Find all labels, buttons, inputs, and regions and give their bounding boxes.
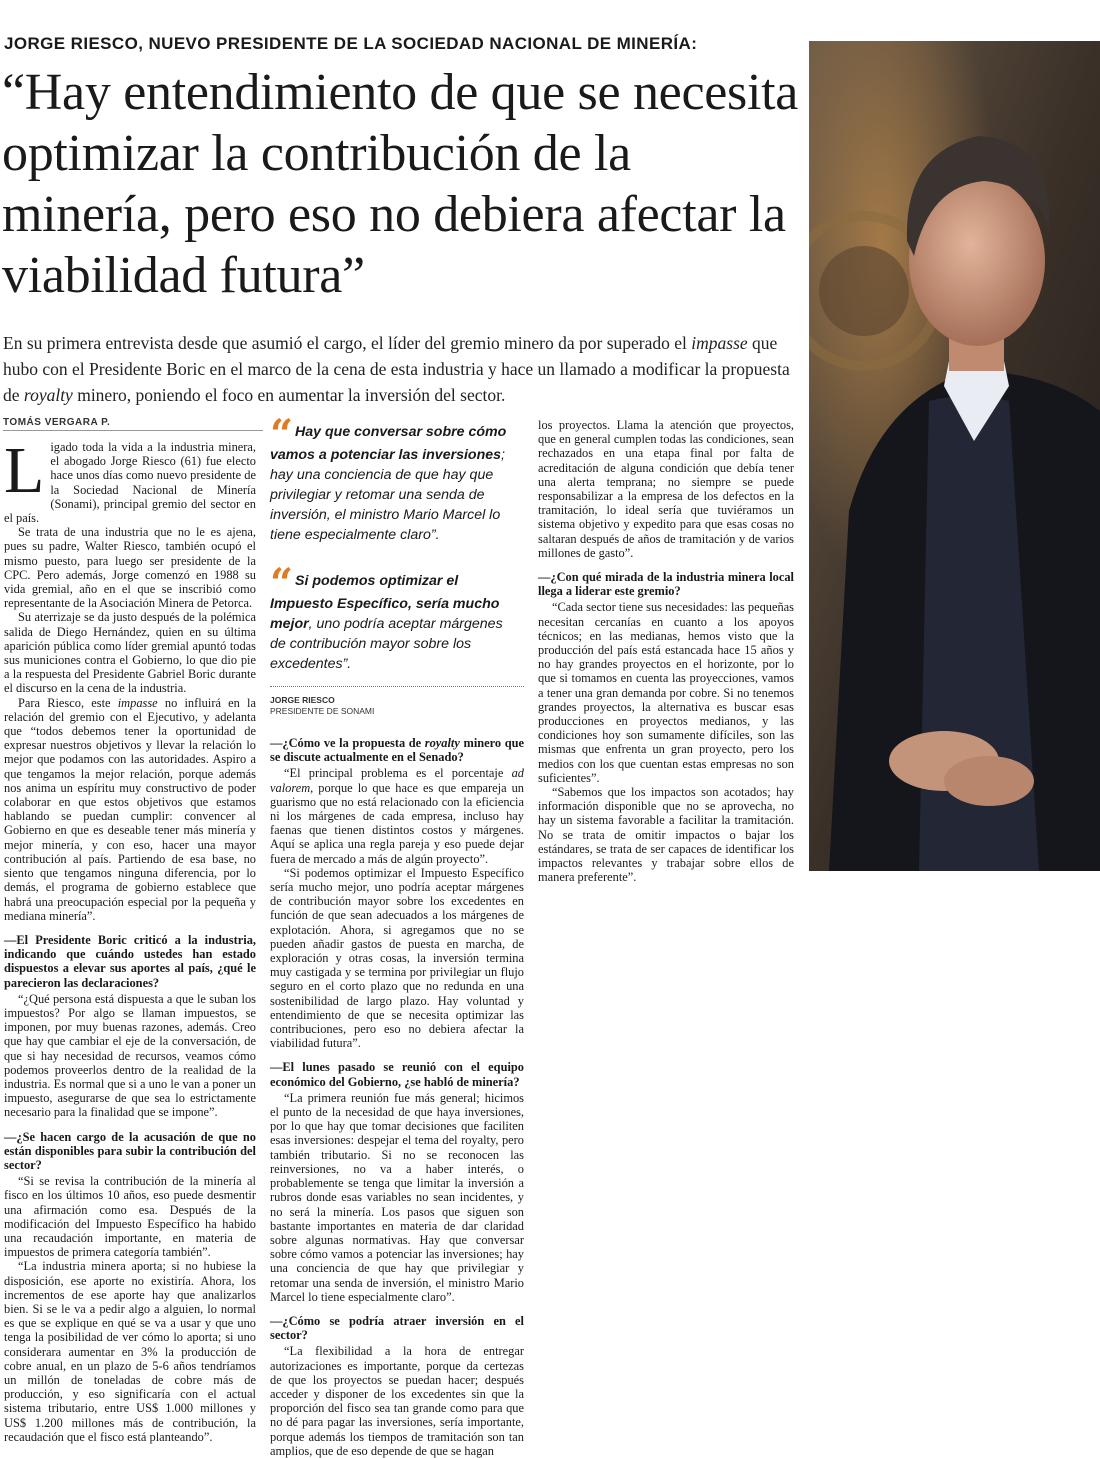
question-text: —¿Cómo ve la propuesta de: [270, 736, 425, 750]
answer-text: “El principal problema es el porcentaje: [284, 766, 512, 781]
deck-text: que hubo con el Presidente Boric en el marco de la cena de esta industria y hace un llamado a modificar la propuesta de: [3, 333, 790, 405]
question-italic: royalty: [424, 736, 460, 750]
interview-answer: “La flexibilidad a la hora de entregar autorizaciones es importante, porque da certezas de que los proyectos se puedan hacer; después acceder y disponer de los excedentes sin que la proporción del fisco sea tan grande como para que no dé para pagar las inversiones, sería importante, porque además los tiempos de tramitación son tan amplios, que de eso depende de que se hagan: [270, 1344, 524, 1458]
paragraph-text: igado toda la vida a la industria minera, el abogado Jorge Riesco (61) fue electo hace unos días como nuevo presidente de la Sociedad Nacional de Minería (Sonami), principal gremio del sector en el país.: [4, 440, 256, 526]
interview-question: —¿Con qué mirada de la industria minera local llega a liderar este gremio?: [538, 570, 794, 599]
deck-italic: impasse: [691, 333, 748, 353]
interview-answer: “La industria minera aporta; si no hubiese la disposición, ese aporte no existiría. Ahora, los incrementos de ese aporte hay que analizarlos bien. Si se le va a pedir algo a alguien, lo normal es que se explique en qué se va a usar y que uno tenga la posibilidad de ver cómo lo aporta; si uno considerara aumentar en 3% la producción de cobre anual, en un plazo de 5-6 años tendríamos un millón de toneladas de cobre más de producción, y eso significaría con el actual sistema tributario, entre US$ 1.000 millones y US$ 1.200 millones más de contribución, la recaudación que el fisco está planteando”.: [4, 1259, 256, 1444]
interview-answer: “Sabemos que los impactos son acotados; hay información disponible que no se aprovecha, no hay un sistema favorable a facilitar la tramitación. No se trata de omitir impactos o bajar los estándares, se trata de ser capaces de identificar los impactos relevantes y trabajar sobre ellos de manera preferente”.: [538, 785, 794, 885]
deck-text: En su primera entrevista desde que asumió el cargo, el líder del gremio minero da por superado el: [3, 333, 692, 353]
paragraph-text: Para Riesco, este: [18, 695, 118, 710]
pull-quote: [270, 560, 524, 674]
interview-question: [270, 736, 524, 764]
pull-quote-text: , uno podría aceptar márgenes de contribución mayor sobre los excedentes”.: [270, 616, 503, 672]
interview-question: —El Presidente Boric criticó a la industria, indicando que cuándo ustedes han estado dispuestos a elevar sus aportes al país, ¿qué le parecieron las declaraciones?: [4, 932, 256, 990]
drop-cap: L: [4, 434, 45, 507]
quote-mark-icon: “: [270, 411, 290, 458]
column-3: [538, 418, 794, 885]
deck: [3, 330, 793, 408]
divider: [270, 686, 524, 687]
pull-quote-bold: Hay que conversar sobre cómo vamos a potenciar las inversiones: [270, 424, 507, 463]
interview-answer: “¿Qué persona está dispuesta a que le suban los impuestos? Por algo se llaman impuestos, se imponen, por muy buenas razones, además. Creo que hay que cambiar el eje de la conversación, de que si hay necesidad de recursos, veamos cómo podemos proveerlos dentro de la realidad de la industria. Es normal que si a uno le van a poner un impuesto, asegurarse de que sea lo estrictamente necesario para la finalidad que se impone”.: [4, 991, 256, 1120]
byline: TOMÁS VERGARA P.: [3, 417, 263, 431]
column-2: [270, 411, 525, 1458]
headline: “Hay entendimiento de que se necesita optimizar la contribución de la minería, pero eso no debiera afectar la viabilidad futura”: [2, 64, 799, 304]
portrait-photo: [809, 41, 1100, 871]
answer-text: , porque lo que hace es que empareja un guarismo que no está relacionado con la eficiencia ni los márgenes de cada empresa, incluso hay faenas que tienen distintos costos y márgenes. Aquí se aplica una regla pareja y eso puede dejar fuera de mercado a más de algún proyecto”.: [270, 780, 524, 866]
lead-paragraph: [4, 434, 256, 526]
interview-answer: “La primera reunión fue más general; hicimos el punto de la necesidad de que haya inversiones, por lo que hay que tomar decisiones que faciliten esas inversiones: despejar el tema del royalty, pero también tributario. Si no se reconocen las reinversiones, no va a haber interés, o probablemente se tenga que limitar la inversión a rubros donde esas variables no sean incidentes, y no será la minería. Los pasos que siguen son bastante importantes en materia de dar claridad sobre algunas normativas. Hay que conversar sobre cómo vamos a potenciar las inversiones; hay una conciencia de que hay que privilegiar y retomar una senda de inversión, el ministro Mario Marcel lo tiene especialmente claro”.: [270, 1090, 524, 1304]
answer-italic: ad valorem: [270, 766, 524, 795]
deck-italic: royalty: [23, 385, 73, 405]
paragraph: Su aterrizaje se da justo después de la polémica salida de Diego Hernández, quien en su última aparición pública como líder gremial apuntó todas sus municiones contra el Gobierno, lo que dio pie a la respuesta del Presidente Gabriel Boric durante el discurso en la cena de la industria.: [4, 610, 256, 696]
paragraph-italic: impasse: [117, 695, 158, 710]
quote-mark-icon: “: [270, 560, 290, 607]
quote-credit-name: JORGE RIESCO: [270, 695, 335, 705]
column-1: [4, 434, 256, 1444]
pull-quote-text: ; hay una conciencia de que hay que privilegiar y retomar una senda de inversión, el ministro Mario Marcel lo tiene especialmente claro”.: [270, 447, 505, 543]
pull-quote: [270, 411, 524, 545]
interview-answer: “Si se revisa la contribución de la minería al fisco en los últimos 10 años, eso puede desmentir una afirmación como esa. Después de la modificación del Impuesto Específico ha habido una recaudación importante, en materia de impuestos de primera categoría también”.: [4, 1174, 256, 1260]
interview-answer: “Si podemos optimizar el Impuesto Específico sería mucho mejor, uno podría aceptar márgenes de contribución mayor sobre los excedentes en función de que sean adecuados a los márgenes de explotación. Ahora, si agregamos que no se pueden añadir gastos de puesta en marcha, de exploración y otras cosas, la inversión termina muy castigada y se termina por privilegiar un flujo seguro en el corto plazo que no redunda en una sostenibilidad de largo plazo. Hay voluntad y entendimiento de que se necesita optimizar las contribuciones, pero eso no debiera afectar la viabilidad futura”.: [270, 865, 524, 1051]
interview-question: —El lunes pasado se reunió con el equipo económico del Gobierno, ¿se habló de minería?: [270, 1060, 524, 1089]
interview-answer: [270, 766, 524, 865]
interview-question: —¿Se hacen cargo de la acusación de que no están disponibles para subir la contribución del sector?: [4, 1129, 256, 1172]
interview-answer: los proyectos. Llama la atención que proyectos, que en general cumplen todas las condiciones, sean rechazados en una etapa final por falta de acreditación de alguna condición que debía tener una alerta temprana; no siempre se puede responsabilizar a la empresa de los defectos en la tramitación, lo ideal sería que tuviéramos un sistema objetivo y expedito para que esas cosas no saltaran después de años de tramitación y de varios millones de gasto”.: [538, 418, 794, 560]
deck-text: minero, poniendo el foco en aumentar la inversión del sector.: [72, 385, 506, 405]
quote-credit-role: PRESIDENTE DE SONAMI: [270, 706, 375, 716]
question-text: minero que se discute actualmente en el Senado?: [270, 736, 525, 765]
portrait-illustration: [809, 41, 1100, 871]
kicker: JORGE RIESCO, NUEVO PRESIDENTE DE LA SOCIEDAD NACIONAL DE MINERÍA:: [4, 34, 698, 53]
paragraph: [4, 696, 256, 923]
paragraph: Se trata de una industria que no le es ajena, pues su padre, Walter Riesco, también ocupó el mismo puesto, para luego ser presidente de la CPC. Pero además, Jorge comenzó en 1988 su vida gremial, año en el que se inscribió como representante de la Asociación Minera de Petorca.: [4, 525, 256, 611]
paragraph-text: no influirá en la relación del gremio con el Ejecutivo, y adelanta que “todos debemos tener la oportunidad de expresar nuestros objetivos y llevar la relación lo mejor que podamos con las autoridades. Aspiro a que tengamos la mejor relación, porque además nos anima un espíritu muy constructivo de poder colaborar en que estos objetivos que estamos hablando se puedan cumplir: convencer al Gobierno en que es deseable tener más minería y mejor minería, y con eso, hacer una mayor contribución al país. Partiendo de esa base, no siento que tengamos ninguna diferencia, por lo demás, el programa de gobierno establece que habrá una preocupación especial por la pequeña y mediana minería”.: [4, 695, 256, 923]
pull-quote-bold: Si podemos optimizar el Impuesto Específico, sería mucho mejor: [270, 573, 500, 632]
interview-answer: “Cada sector tiene sus necesidades: las pequeñas necesitan cercanías en cuanto a los apoyos técnicos; en las medianas, hemos visto que la producción del país está estancada hace 15 años y no hay grandes proyectos en el horizonte, por lo que si tomamos en cuenta las proyecciones, vamos a tener una gran demanda por cobre. Si no tenemos grandes proyectos, la alternativa es buscar esas producciones en proyectos medianos, y las condiciones hoy son sumamente difíciles, son las mismas que enfrenta un gran proyecto, pero los medios con los que cuentan estas empresas no son suficientes”.: [538, 600, 794, 785]
interview-question: —¿Cómo se podría atraer inversión en el sector?: [270, 1313, 524, 1343]
